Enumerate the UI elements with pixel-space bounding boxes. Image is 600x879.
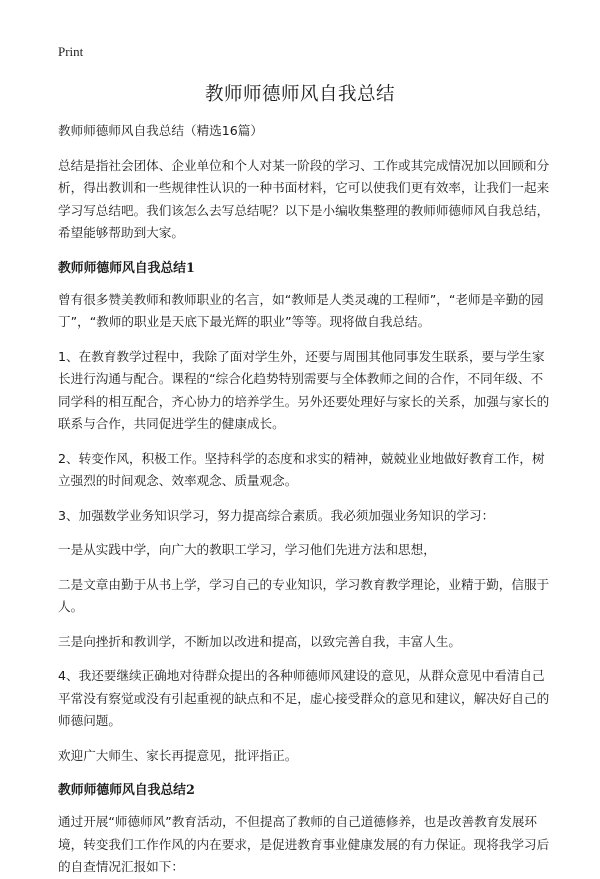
subtitle: 教师师德师风自我总结（精选16篇）	[58, 123, 263, 138]
section1-paragraph-2: 1、在教育教学过程中，我除了面对学生外，还要与周围其他同事发生联系，要与学生家长进行沟通与配合。课程的“综合化趋势特别需要与全体教师之间的合作，不同年级、不同学科的相互配合，齐心协力的培养学生。另外还要处理好与家长的关系，加强与家长的联系与合作，共同促进学生的健康成长。	[58, 348, 550, 431]
section1-paragraph-7: 三是向挫折和教训学，不断加以改进和提高，以致完善自我，丰富人生。	[58, 633, 461, 649]
section1-paragraph-9: 欢迎广大师生、家长再提意见，批评指正。	[58, 747, 298, 763]
section1-paragraph-3: 2、转变作风，积极工作。坚持科学的态度和求实的精神，兢兢业业地做好教育工作，树立强烈的时间观念、效率观念、质量观念。	[58, 450, 545, 488]
document-body	[58, 120, 552, 879]
section1-paragraph-5: 一是从实践中学，向广大的教职工学习，学习他们先进方法和思想，	[58, 542, 436, 557]
section1-paragraph-1: 曾有很多赞美教师和教师职业的名言，如“教师是人类灵魂的工程师”，“老师是辛勤的园丁”，“教师的职业是天底下最光辉的职业”等等。现将做自我总结。	[58, 291, 544, 329]
section1-paragraph-4: 3、加强数学业务知识学习，努力提高综合素质。我必须加强业务知识的学习：	[58, 507, 495, 523]
section-heading-2: 教师师德师风自我总结2	[58, 783, 195, 798]
section1-paragraph-6: 二是文章由勤于从书上学，学习自己的专业知识，学习教育教学理论，业精于勤，信服于人。	[58, 576, 550, 614]
print-link[interactable]: Print	[58, 44, 84, 59]
intro-paragraph: 总结是指社会团体、企业单位和个人对某一阶段的学习、工作或其完成情况加以回顾和分析，得出教训和一些规律性认识的一种书面材料，它可以使我们更有效率，让我们一起来学习写总结吧。我们该怎么去写总结呢？以下是小编收集整理的教师师德师风自我总结，希望能够帮助到大家。	[58, 157, 550, 240]
section1-paragraph-8: 4、我还要继续正确地对待群众提出的各种师德师风建设的意见，从群众意见中看清自己平常没有察觉或没有引起重视的缺点和不足，虚心接受群众的意见和建议，解决好自己的师德问题。	[58, 668, 550, 728]
page-title: 教师师德师风自我总结	[204, 84, 395, 105]
section2-paragraph-1: 通过开展“师德师风”教育活动，不但提高了教师的自己道德修养，也是改善教育发展环境，转变我们工作作风的内在要求，是促进教育事业健康发展的有力保证。现将我学习后的自查情况汇报如下：	[58, 814, 550, 874]
section-heading-1: 教师师德师风自我总结1	[58, 260, 195, 276]
